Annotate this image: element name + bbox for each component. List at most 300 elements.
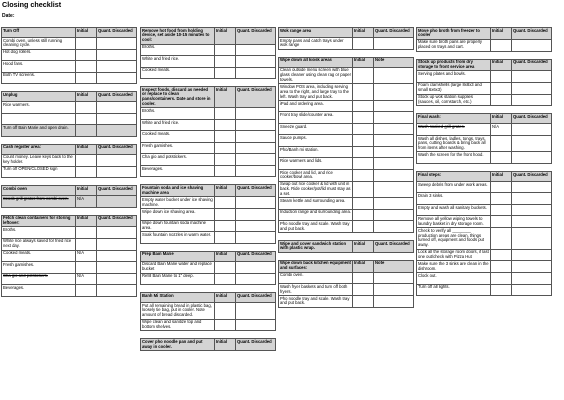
checklist-row [141, 232, 276, 244]
checklist-table [416, 171, 552, 296]
checklist-row [141, 303, 276, 320]
initial-cell[interactable] [215, 209, 236, 221]
initial-cell[interactable] [353, 67, 374, 84]
quantity-cell[interactable] [236, 232, 276, 244]
task-text: Pho noodle tray and scale. Wash tray and put back. [279, 221, 353, 233]
quantity-cell[interactable] [97, 61, 137, 73]
quantity-cell[interactable] [236, 209, 276, 221]
task-text: Broths. [141, 108, 215, 120]
checklist-row [279, 67, 414, 84]
quantity-cell[interactable] [236, 56, 276, 68]
checklist-row [417, 216, 552, 228]
checklist-row [141, 67, 276, 79]
quantity-cell[interactable] [236, 108, 276, 120]
quantity-cell[interactable] [97, 250, 137, 262]
quantity-cell[interactable] [374, 123, 414, 135]
initial-cell[interactable] [76, 285, 97, 297]
quantity-cell[interactable] [374, 181, 414, 198]
task-text: Pho noodle tray and scale. Wash tray and put back. [279, 295, 353, 307]
checklist-row [2, 49, 137, 61]
checklist-row [417, 71, 552, 83]
initial-cell[interactable] [76, 72, 97, 84]
initial-cell[interactable] [353, 209, 374, 221]
initial-column-header: Initial [215, 251, 236, 261]
initial-cell[interactable] [353, 169, 374, 181]
initial-cell[interactable] [353, 272, 374, 284]
section-header-row [279, 57, 414, 67]
quantity-cell[interactable] [236, 119, 276, 131]
quantity-cell[interactable] [97, 125, 137, 137]
initial-cell[interactable] [353, 284, 374, 296]
quantity-cell[interactable] [374, 158, 414, 170]
task-text: Window POS area, including serving area to the right, and large tray to the left. Wash tray and put back. [279, 84, 353, 101]
section-header-row [417, 114, 552, 124]
task-text: Cooked meats. [141, 131, 215, 143]
quantity-cell[interactable] [374, 221, 414, 233]
initial-column-header: Initial [215, 185, 236, 197]
initial-cell[interactable] [215, 261, 236, 273]
quantity-cell[interactable] [374, 198, 414, 210]
initial-cell[interactable] [76, 102, 97, 114]
checklist-table [1, 215, 137, 297]
checklist-row [2, 273, 137, 285]
checklist-row [417, 228, 552, 249]
quantity-cell[interactable] [236, 220, 276, 232]
task-text: Wipe clean and sanitize top and bottom shelves. [141, 319, 215, 331]
initial-cell[interactable] [215, 131, 236, 143]
section-heading: Wipe down back kitchen equipment and surfaces: [280, 260, 351, 271]
initial-cell[interactable] [215, 44, 236, 56]
initial-cell[interactable] [215, 232, 236, 244]
task-text: Count money. Leave keys back to the key holder. [2, 154, 76, 166]
checklist-row [2, 262, 137, 274]
quantity-cell[interactable] [97, 227, 137, 239]
initial-cell[interactable]: N/A [491, 124, 512, 136]
checklist-section [1, 91, 136, 137]
section-heading: Inspect foods, discard as needed or replace to clean pans/containers. Date and store in cooler. [141, 87, 215, 108]
quantity-cell[interactable] [512, 216, 552, 228]
initial-cell[interactable] [491, 71, 512, 83]
initial-cell[interactable] [491, 193, 512, 205]
column-1 [1, 27, 136, 304]
task-text: Cha gio and potstickers. [141, 154, 215, 166]
initial-cell[interactable] [215, 67, 236, 79]
checklist-section [1, 215, 136, 297]
checklist-table [1, 27, 137, 84]
quantity-cell[interactable] [97, 154, 137, 166]
checklist-row [279, 146, 414, 158]
checklist-section [416, 113, 551, 164]
checklist-section [140, 338, 275, 351]
checklist-table [140, 184, 276, 243]
checklist-section [140, 27, 275, 79]
initial-column-header: Initial [76, 28, 97, 38]
checklist-table [278, 27, 414, 50]
initial-column-header: Initial [215, 293, 236, 303]
initial-cell[interactable] [215, 108, 236, 120]
initial-column-header: Initial [76, 215, 97, 227]
quantity-column-header: Quant. Discarded [236, 28, 276, 45]
quantity-cell[interactable] [512, 39, 552, 51]
checklist-table [140, 338, 276, 351]
quantity-cell[interactable] [512, 71, 552, 83]
initial-cell[interactable] [353, 123, 374, 135]
quantity-cell[interactable] [512, 249, 552, 261]
task-text: Swap out rice cooker & lid with unit in back. Ride cooker/pot/lid must stay as a set. [280, 181, 351, 196]
task-text: Combi oven. [279, 272, 353, 284]
task-text: Broths. [2, 227, 76, 239]
initial-cell[interactable] [76, 61, 97, 73]
task-text: Make sure the 3 sinks are clean in the dishroom. [418, 261, 489, 271]
initial-cell[interactable] [491, 39, 512, 51]
section-heading: Stock up products from dry storage to front service area [417, 59, 491, 71]
checklist-row [279, 84, 414, 101]
quantity-cell[interactable] [512, 193, 552, 205]
quantity-cell[interactable] [97, 285, 137, 297]
quantity-cell[interactable] [374, 135, 414, 147]
checklist-row [2, 102, 137, 114]
checklist-row [279, 135, 414, 147]
checklist-row [417, 284, 552, 296]
task-text: Wipe down fountain soda machine area. [141, 220, 215, 232]
task-text: Hot dog rollers. [2, 49, 76, 61]
checklist-section [140, 292, 275, 331]
initial-cell[interactable] [491, 273, 512, 285]
checklist-row [141, 261, 276, 273]
section-header-row [141, 185, 276, 197]
column-3 [278, 27, 413, 315]
checklist-row [279, 295, 414, 307]
checklist-row [141, 220, 276, 232]
quantity-cell[interactable] [97, 196, 137, 208]
section-header-row [279, 241, 414, 253]
quantity-cell[interactable] [512, 284, 552, 296]
quantity-cell[interactable] [236, 261, 276, 273]
section-header-row [2, 144, 137, 154]
checklist-section [416, 59, 551, 107]
task-text: Induction range and surrounding area. [279, 209, 353, 221]
initial-cell[interactable] [215, 165, 236, 177]
checklist-row [279, 100, 414, 112]
task-text: Empty and wash all sanitary buckets. [417, 204, 491, 216]
checklist-row [2, 61, 137, 73]
checklist-row [2, 154, 137, 166]
task-text: Pho/Banh mi station. [279, 146, 353, 158]
section-heading: Final wash: [417, 114, 491, 124]
checklist-table [416, 113, 552, 164]
checklist-section [140, 184, 275, 243]
initial-cell[interactable] [353, 112, 374, 124]
task-text: Refill Bain Marie to 1" deep. [141, 273, 215, 285]
section-heading: Remove hot food from holding device, set aside 10-15 minutes to cool: [141, 28, 215, 45]
quantity-cell[interactable] [374, 169, 414, 181]
quantity-cell[interactable] [374, 209, 414, 221]
initial-cell[interactable] [215, 154, 236, 166]
initial-cell[interactable] [215, 56, 236, 68]
quantity-column-header: Quant. Discarded [236, 251, 276, 261]
checklist-table [278, 260, 414, 308]
checklist-row [141, 197, 276, 209]
quantity-cell[interactable] [236, 273, 276, 285]
initial-cell[interactable] [491, 249, 512, 261]
checklist-row [2, 166, 137, 178]
quantity-cell[interactable] [236, 131, 276, 143]
initial-cell[interactable] [353, 84, 374, 101]
checklist-table [140, 292, 276, 331]
checklist-section [1, 27, 136, 84]
quantity-cell[interactable] [97, 102, 137, 114]
checklist-row [279, 158, 414, 170]
quantity-cell[interactable] [512, 181, 552, 193]
initial-cell[interactable] [353, 38, 374, 50]
task-text: Wash the screen for the front hood. [417, 152, 491, 164]
initial-cell[interactable] [215, 197, 236, 209]
initial-cell[interactable] [353, 100, 374, 112]
task-text: Broths. [141, 44, 215, 56]
initial-cell[interactable] [353, 181, 374, 198]
initial-cell[interactable] [491, 216, 512, 228]
checklist-row [279, 38, 414, 50]
initial-cell[interactable] [215, 273, 236, 285]
quantity-cell[interactable] [97, 262, 137, 274]
initial-column-header: Initial [353, 57, 374, 67]
initial-cell[interactable] [76, 49, 97, 61]
initial-cell[interactable] [76, 125, 97, 137]
checklist-row [2, 72, 137, 84]
task-text: Sauce pumps. [279, 135, 353, 147]
checklist-row [279, 209, 414, 221]
initial-cell[interactable] [491, 82, 512, 94]
initial-cell[interactable] [353, 198, 374, 210]
checklist-section [1, 144, 136, 178]
checklist-row [279, 112, 414, 124]
initial-cell[interactable] [491, 261, 512, 273]
initial-cell[interactable] [76, 238, 97, 250]
section-header-row [141, 87, 276, 108]
quantity-column-header: Quant. Discarded [236, 293, 276, 303]
section-header-row [417, 59, 552, 71]
section-heading: Prep Bain Marie [141, 251, 215, 261]
quantity-column-header: Note [374, 57, 414, 67]
checklist-row [141, 209, 276, 221]
checklist-row [141, 119, 276, 131]
quantity-cell[interactable] [236, 44, 276, 56]
initial-cell[interactable] [215, 303, 236, 320]
checklist-row [417, 94, 552, 106]
quantity-cell[interactable] [374, 272, 414, 284]
quantity-cell[interactable] [236, 197, 276, 209]
initial-cell[interactable] [491, 135, 512, 152]
checklist-table [1, 91, 137, 137]
checklist-section [278, 57, 413, 233]
initial-cell[interactable] [491, 181, 512, 193]
quantity-column-header: Quant. Discarded [97, 215, 137, 227]
quantity-column-header: Quant. Discarded [512, 171, 552, 181]
task-text: Put all remaining bread in plastic bag, loosely tie bag, put in cooler. Note amount of bread discarded. [141, 303, 215, 320]
initial-column-header: Initial [215, 28, 236, 45]
checklist-row [417, 204, 552, 216]
task-text: White and fried rice. [141, 119, 215, 131]
initial-cell[interactable]: N/A [76, 196, 97, 208]
initial-cell[interactable] [76, 227, 97, 239]
section-header-row [417, 171, 552, 181]
checklist-row [2, 125, 137, 137]
section-heading: Wipe down all kiosk areas [279, 57, 353, 67]
task-text: Rice cooker and lid, and rice cooker/bowl area. [279, 169, 353, 181]
checklist-row [279, 198, 414, 210]
initial-cell[interactable]: N/A [76, 250, 97, 262]
checklist-row [417, 82, 552, 94]
initial-cell[interactable] [491, 228, 512, 249]
task-text: Clock out. [417, 273, 491, 285]
initial-cell[interactable] [215, 319, 236, 331]
checklist-row [417, 181, 552, 193]
section-header-row [2, 215, 137, 227]
checklist-table [278, 240, 414, 253]
checklist-row [2, 285, 137, 297]
initial-cell[interactable] [491, 284, 512, 296]
quantity-cell[interactable] [97, 49, 137, 61]
initial-column-header: Initial [353, 260, 374, 272]
quantity-cell[interactable] [236, 142, 276, 154]
initial-cell[interactable] [353, 221, 374, 233]
checklist-section [140, 86, 275, 177]
checklist-table [140, 86, 276, 177]
quantity-cell[interactable] [97, 238, 137, 250]
checklist-table [1, 144, 137, 178]
quantity-column-header: Quant. Discarded [374, 241, 414, 253]
quantity-cell[interactable] [97, 113, 137, 125]
quantity-cell[interactable] [512, 82, 552, 94]
checklist-table [416, 27, 552, 52]
initial-cell[interactable] [491, 204, 512, 216]
quantity-cell[interactable] [374, 295, 414, 307]
quantity-cell[interactable] [97, 166, 137, 178]
section-header-row [141, 251, 276, 261]
checklist-row [279, 123, 414, 135]
quantity-cell[interactable] [236, 154, 276, 166]
quantity-cell[interactable] [236, 165, 276, 177]
quantity-cell[interactable] [97, 38, 137, 50]
checklist-row [279, 272, 414, 284]
checklist-row [2, 238, 137, 250]
initial-cell[interactable] [353, 135, 374, 147]
quantity-column-header: Note [374, 260, 414, 272]
quantity-cell[interactable] [97, 72, 137, 84]
quantity-cell[interactable] [236, 319, 276, 331]
task-text: Turn off OPEN/CLOSED sign [2, 166, 76, 178]
initial-cell[interactable] [76, 166, 97, 178]
quantity-cell[interactable] [512, 152, 552, 164]
task-text: Lock all the storage room doors, if last one out/check with Pizza Hut [418, 249, 489, 260]
section-heading: Fetch clean containers for storing leftover: [2, 215, 76, 227]
task-text: Rice warmers and lids. [279, 158, 353, 170]
checklist-row [141, 165, 276, 177]
initial-cell[interactable]: N/A [76, 273, 97, 285]
quantity-cell[interactable] [236, 67, 276, 79]
quantity-column-header: Quant. Discarded [374, 28, 414, 38]
quantity-cell[interactable] [374, 100, 414, 112]
checklist-table [278, 57, 414, 233]
quantity-cell[interactable] [374, 84, 414, 101]
initial-cell[interactable] [215, 119, 236, 131]
quantity-column-header: Quant. Discarded [512, 59, 552, 71]
checklist-table [416, 59, 552, 107]
quantity-cell[interactable] [512, 273, 552, 285]
checklist-row [141, 108, 276, 120]
section-header-row [2, 28, 137, 38]
quantity-cell[interactable] [236, 303, 276, 320]
quantity-cell[interactable] [512, 135, 552, 152]
task-text: Fresh garnishes. [141, 142, 215, 154]
initial-cell[interactable] [491, 94, 512, 106]
task-text: Wash soaked grill grates. [417, 124, 491, 136]
task-text: iPad and ordering area. [279, 100, 353, 112]
checklist-row [2, 227, 137, 239]
initial-column-header: Initial [353, 241, 374, 253]
quantity-cell[interactable] [512, 204, 552, 216]
quantity-cell[interactable] [374, 112, 414, 124]
initial-cell[interactable] [353, 158, 374, 170]
initial-cell[interactable] [76, 113, 97, 125]
initial-column-header: Initial [491, 114, 512, 124]
task-text: Rice warmers. [2, 102, 76, 114]
quantity-cell[interactable] [512, 124, 552, 136]
task-text: Wipe down ice shaving area. [141, 209, 215, 221]
task-text: Sweep debris from under work areas. [417, 181, 491, 193]
initial-column-header: Initial [491, 28, 512, 40]
quantity-cell[interactable] [374, 146, 414, 158]
checklist-section [140, 251, 275, 285]
quantity-cell[interactable] [97, 273, 137, 285]
checklist-row [417, 261, 552, 273]
initial-cell[interactable] [215, 220, 236, 232]
quantity-cell[interactable] [512, 94, 552, 106]
task-text: White and fried rice. [141, 56, 215, 68]
quantity-cell[interactable] [374, 38, 414, 50]
quantity-cell[interactable] [374, 67, 414, 84]
initial-column-header: Initial [76, 144, 97, 154]
section-heading: Cover pho noodle pan and put away in cooler. [141, 339, 215, 351]
initial-cell[interactable] [76, 262, 97, 274]
task-text: Fresh garnishes. [2, 262, 76, 274]
checklist-section [278, 260, 413, 308]
initial-cell[interactable] [215, 142, 236, 154]
quantity-cell[interactable] [512, 261, 552, 273]
initial-cell[interactable] [76, 154, 97, 166]
task-text: Sneeze guard. [279, 123, 353, 135]
section-header-row [279, 260, 414, 272]
initial-cell[interactable] [353, 146, 374, 158]
task-text: Both TV screens. [2, 72, 76, 84]
initial-cell[interactable] [353, 295, 374, 307]
task-text: Combi oven, unless still running cleaning cycle. [2, 38, 76, 50]
initial-cell[interactable] [76, 38, 97, 50]
checklist-row [2, 38, 137, 50]
task-text: Turn off Bain Marie and open drain. [2, 125, 76, 137]
task-text: Front tray slide/counter area. [279, 112, 353, 124]
section-heading: Move pho broth from freezer to cooler [417, 28, 491, 40]
checklist-row [417, 273, 552, 285]
section-header-row [417, 28, 552, 40]
checklist-section [278, 240, 413, 253]
checklist-row [417, 249, 552, 261]
checklist-row [279, 284, 414, 296]
initial-cell[interactable] [491, 152, 512, 164]
quantity-cell[interactable] [512, 228, 552, 249]
checklist-row [141, 154, 276, 166]
quantity-cell[interactable] [374, 284, 414, 296]
